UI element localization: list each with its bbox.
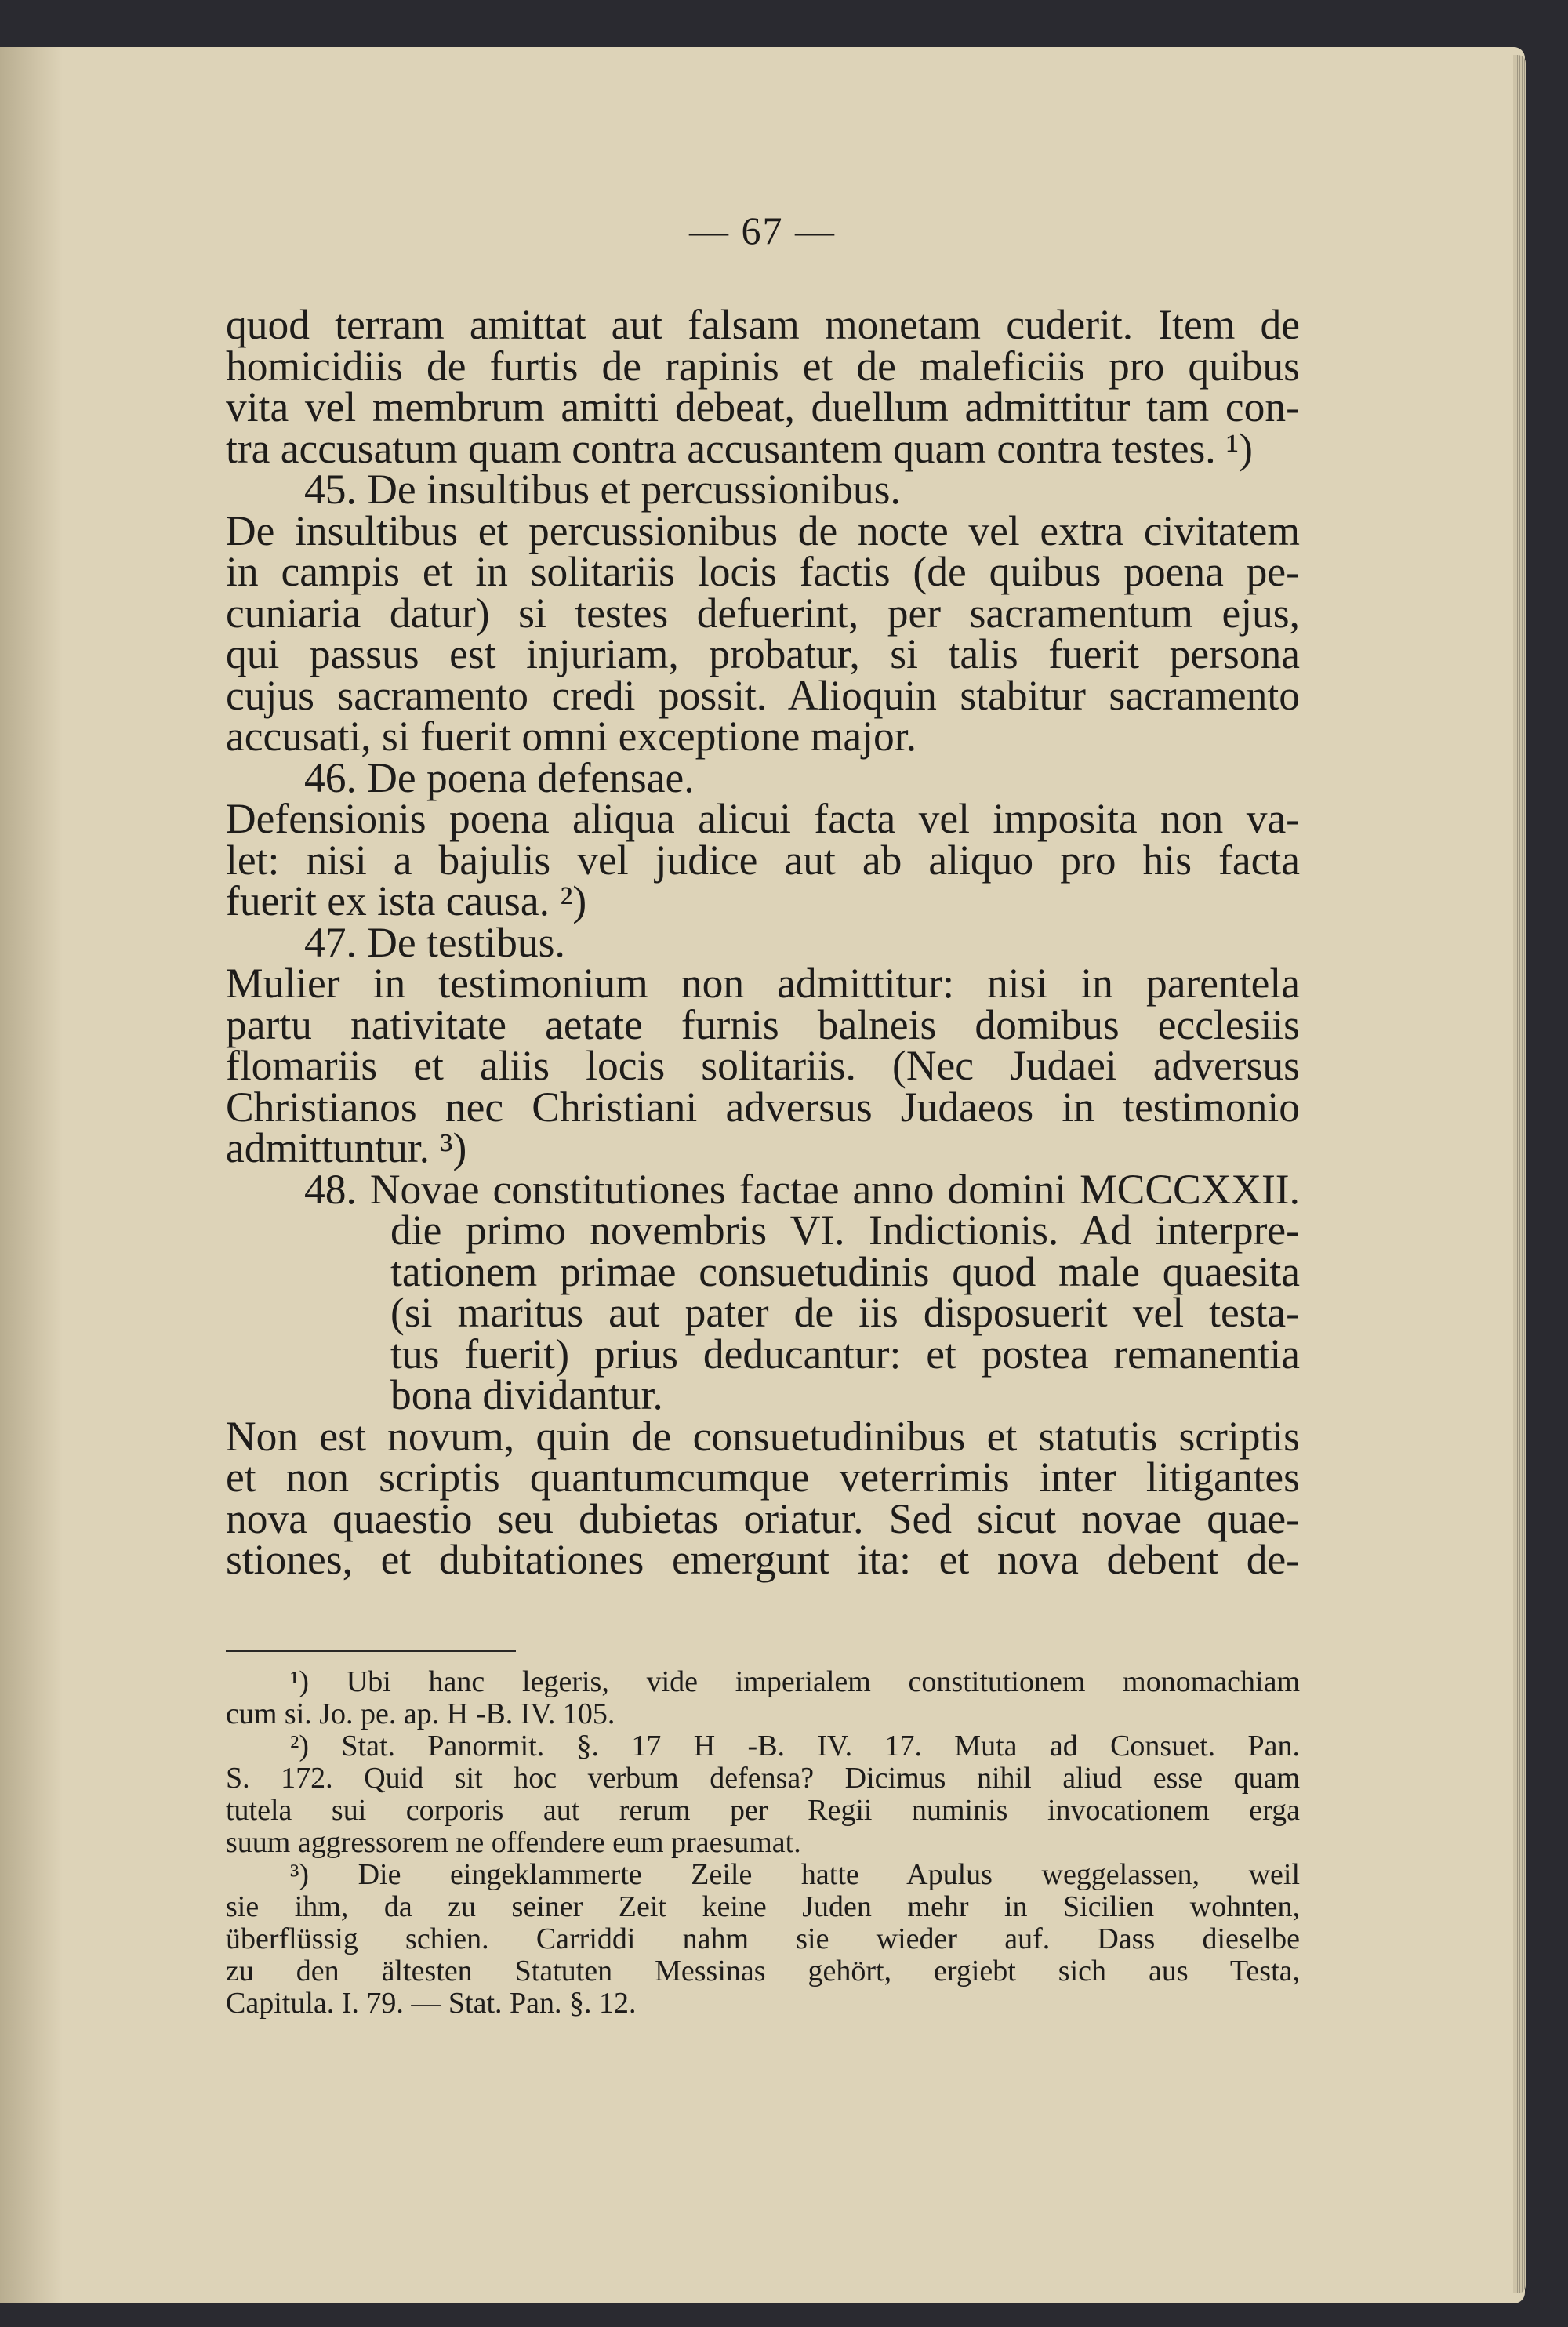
text-line: 47. De testibus. (304, 918, 565, 966)
text-line: accusati, si fuerit omni exceptione major. (226, 713, 916, 760)
text-line: cujus sacramento credi possit. Alioquin stabitur sacramento (226, 671, 1300, 719)
text-line: cuniaria datur) si testes defuerint, per sacramentum ejus, (226, 589, 1300, 637)
footnote-line: Capitula. I. 79. — Stat. Pan. §. 12. (226, 1987, 637, 2020)
footnote-line: sie ihm, da zu seiner Zeit keine Juden mehr in Sicilien wohnten, (226, 1890, 1300, 1923)
text-line: in campis et in solitariis locis factis (de quibus poena pe- (226, 548, 1300, 595)
book-gutter (0, 47, 63, 2303)
text-line: De insultibus et percussionibus de nocte vel extra civitatem (226, 506, 1300, 554)
text-line: (si maritus aut pater de iis disposuerit vel testa- (390, 1289, 1300, 1336)
footnote-line: ¹) Ubi hanc legeris, vide imperialem constitutionem monomachiam (290, 1665, 1300, 1698)
text-line: vita vel membrum amitti debeat, duellum admittitur tam con- (226, 383, 1300, 430)
footnote-rule (226, 1650, 516, 1652)
page-number: — 67 — (689, 209, 836, 252)
page-edges (1513, 55, 1526, 2293)
text-line: Mulier in testimonium non admittitur: nisi in parentela (226, 960, 1300, 1007)
text-line: Christianos nec Christiani adversus Judaeos in testimonio (226, 1083, 1300, 1131)
text-line: Non est novum, quin de consuetudinibus et statutis scriptis (226, 1412, 1300, 1460)
text-line: 45. De insultibus et percussionibus. (304, 466, 901, 513)
text-line: tra accusatum quam contra accusantem quam contra testes. ¹) (226, 424, 1253, 472)
text-line: flomariis et aliis locis solitariis. (Nec Judaei adversus (226, 1042, 1300, 1089)
text-line: stiones, et dubitationes emergunt ita: et nova debent de- (226, 1536, 1300, 1583)
text-line: 48. Novae constitutiones factae anno domini MCCCXXII. (304, 1165, 1300, 1213)
text-line: nova quaestio seu dubietas oriatur. Sed sicut novae quae- (226, 1494, 1300, 1542)
text-line: qui passus est injuriam, probatur, si talis fuerit persona (226, 630, 1300, 677)
footnote-line: suum aggressorem ne offendere eum praesumat. (226, 1826, 801, 1859)
text-line: et non scriptis quantumcumque veterrimis inter litigantes (226, 1454, 1300, 1501)
text-line: let: nisi a bajulis vel judice aut ab aliquo pro his facta (226, 836, 1300, 884)
text-line: die primo novembris VI. Indictionis. Ad interpre- (390, 1207, 1300, 1254)
main-text (226, 301, 1300, 1583)
text-line: Defensionis poena aliqua alicui facta vel imposita non va- (226, 795, 1300, 842)
footnote-line: tutela sui corporis aut rerum per Regii numinis invocationem erga (226, 1794, 1300, 1827)
text-line: bona dividantur. (390, 1371, 663, 1418)
footnote-line: cum si. Jo. pe. ap. H -B. IV. 105. (226, 1697, 615, 1730)
text-line: partu nativitate aetate furnis balneis domibus ecclesiis (226, 1000, 1300, 1048)
footnote-line: ²) Stat. Panormit. §. 17 H -B. IV. 17. Muta ad Consuet. Pan. (290, 1730, 1300, 1762)
footnote-line: S. 172. Quid sit hoc verbum defensa? Dicimus nihil aliud esse quam (226, 1762, 1300, 1795)
text-line: tationem primae consuetudinis quod male quaesita (390, 1247, 1300, 1295)
footnote-line: überflüssig schien. Carriddi nahm sie wieder auf. Dass dieselbe (226, 1922, 1300, 1955)
footnote-line: ³) Die eingeklammerte Zeile hatte Apulus weggelassen, weil (290, 1858, 1300, 1891)
text-line: quod terram amittat aut falsam monetam cuderit. Item de (226, 301, 1300, 348)
text-line: homicidiis de furtis de rapinis et de maleficiis pro quibus (226, 342, 1300, 390)
text-line: admittuntur. ³) (226, 1124, 467, 1171)
text-line: 46. De poena defensae. (304, 753, 695, 801)
footnotes (226, 1666, 1300, 2020)
text-line: tus fuerit) prius deducantur: et postea remanentia (390, 1330, 1300, 1378)
footnote-line: zu den ältesten Statuten Messinas gehört, ergiebt sich aus Testa, (226, 1955, 1300, 1988)
text-line: fuerit ex ista causa. ²) (226, 877, 587, 924)
